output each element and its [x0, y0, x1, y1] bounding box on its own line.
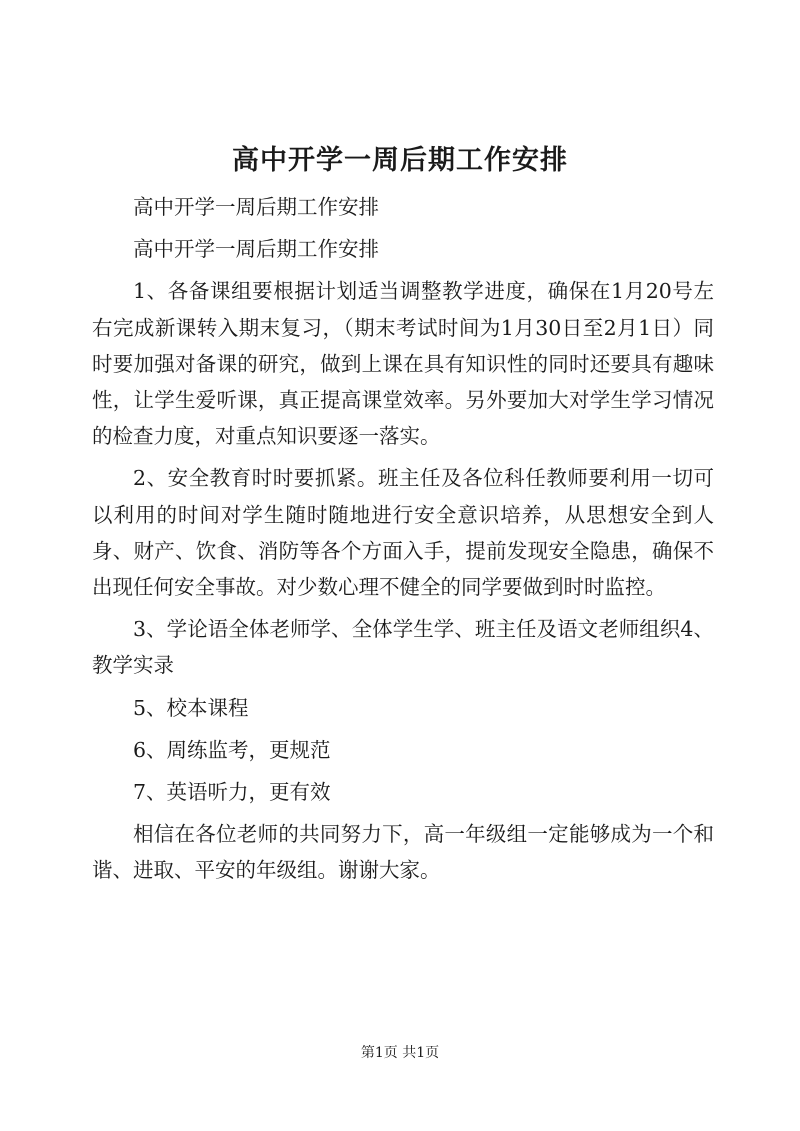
paragraph-item-5: 5、校本课程: [133, 695, 249, 720]
paragraph-subtitle-1: 高中开学一周后期工作安排: [133, 195, 379, 219]
document-body: [92, 189, 714, 895]
paragraph-subtitle-2: 高中开学一周后期工作安排: [133, 237, 379, 262]
page-number-footer: 第1页 共1页: [360, 1045, 440, 1061]
paragraph-item-2: 2、安全教育时时要抓紧。班主任及各位科任教师要利用一切可以利用的时间对学生随时随地进行安全意识培养，从思想安全到人身、财产、饮食、消防等各个方面入手，提前发现安全隐患，确保不出现任何安全事故。对少数心理不健全的同学要做到时时监控。: [92, 466, 714, 600]
paragraph-item-3-4: 3、学论语全体老师学、全体学生学、班主任及语文老师组织4、教学实录: [92, 617, 714, 678]
paragraph-item-1: 1、各备课组要根据计划适当调整教学进度，确保在1月20号左右完成新课转入期末复习，（期末考试时间为1月30日至2月1日）同时要加强对备课的研究，做到上课在具有知识性的同时还要具有趣味性，让学生爱听课，真正提高课堂效率。另外要加大对学生学习情况的检查力度，对重点知识要逐一落实。: [92, 279, 714, 449]
paragraph-item-6: 6、周练监考，更规范: [133, 737, 331, 762]
paragraph-closing: 相信在各位老师的共同努力下，高一年级组一定能够成为一个和谐、进取、平安的年级组。谢谢大家。: [92, 822, 714, 883]
document-title: 高中开学一周后期工作安排: [232, 145, 568, 176]
paragraph-item-7: 7、英语听力，更有效: [133, 780, 331, 805]
